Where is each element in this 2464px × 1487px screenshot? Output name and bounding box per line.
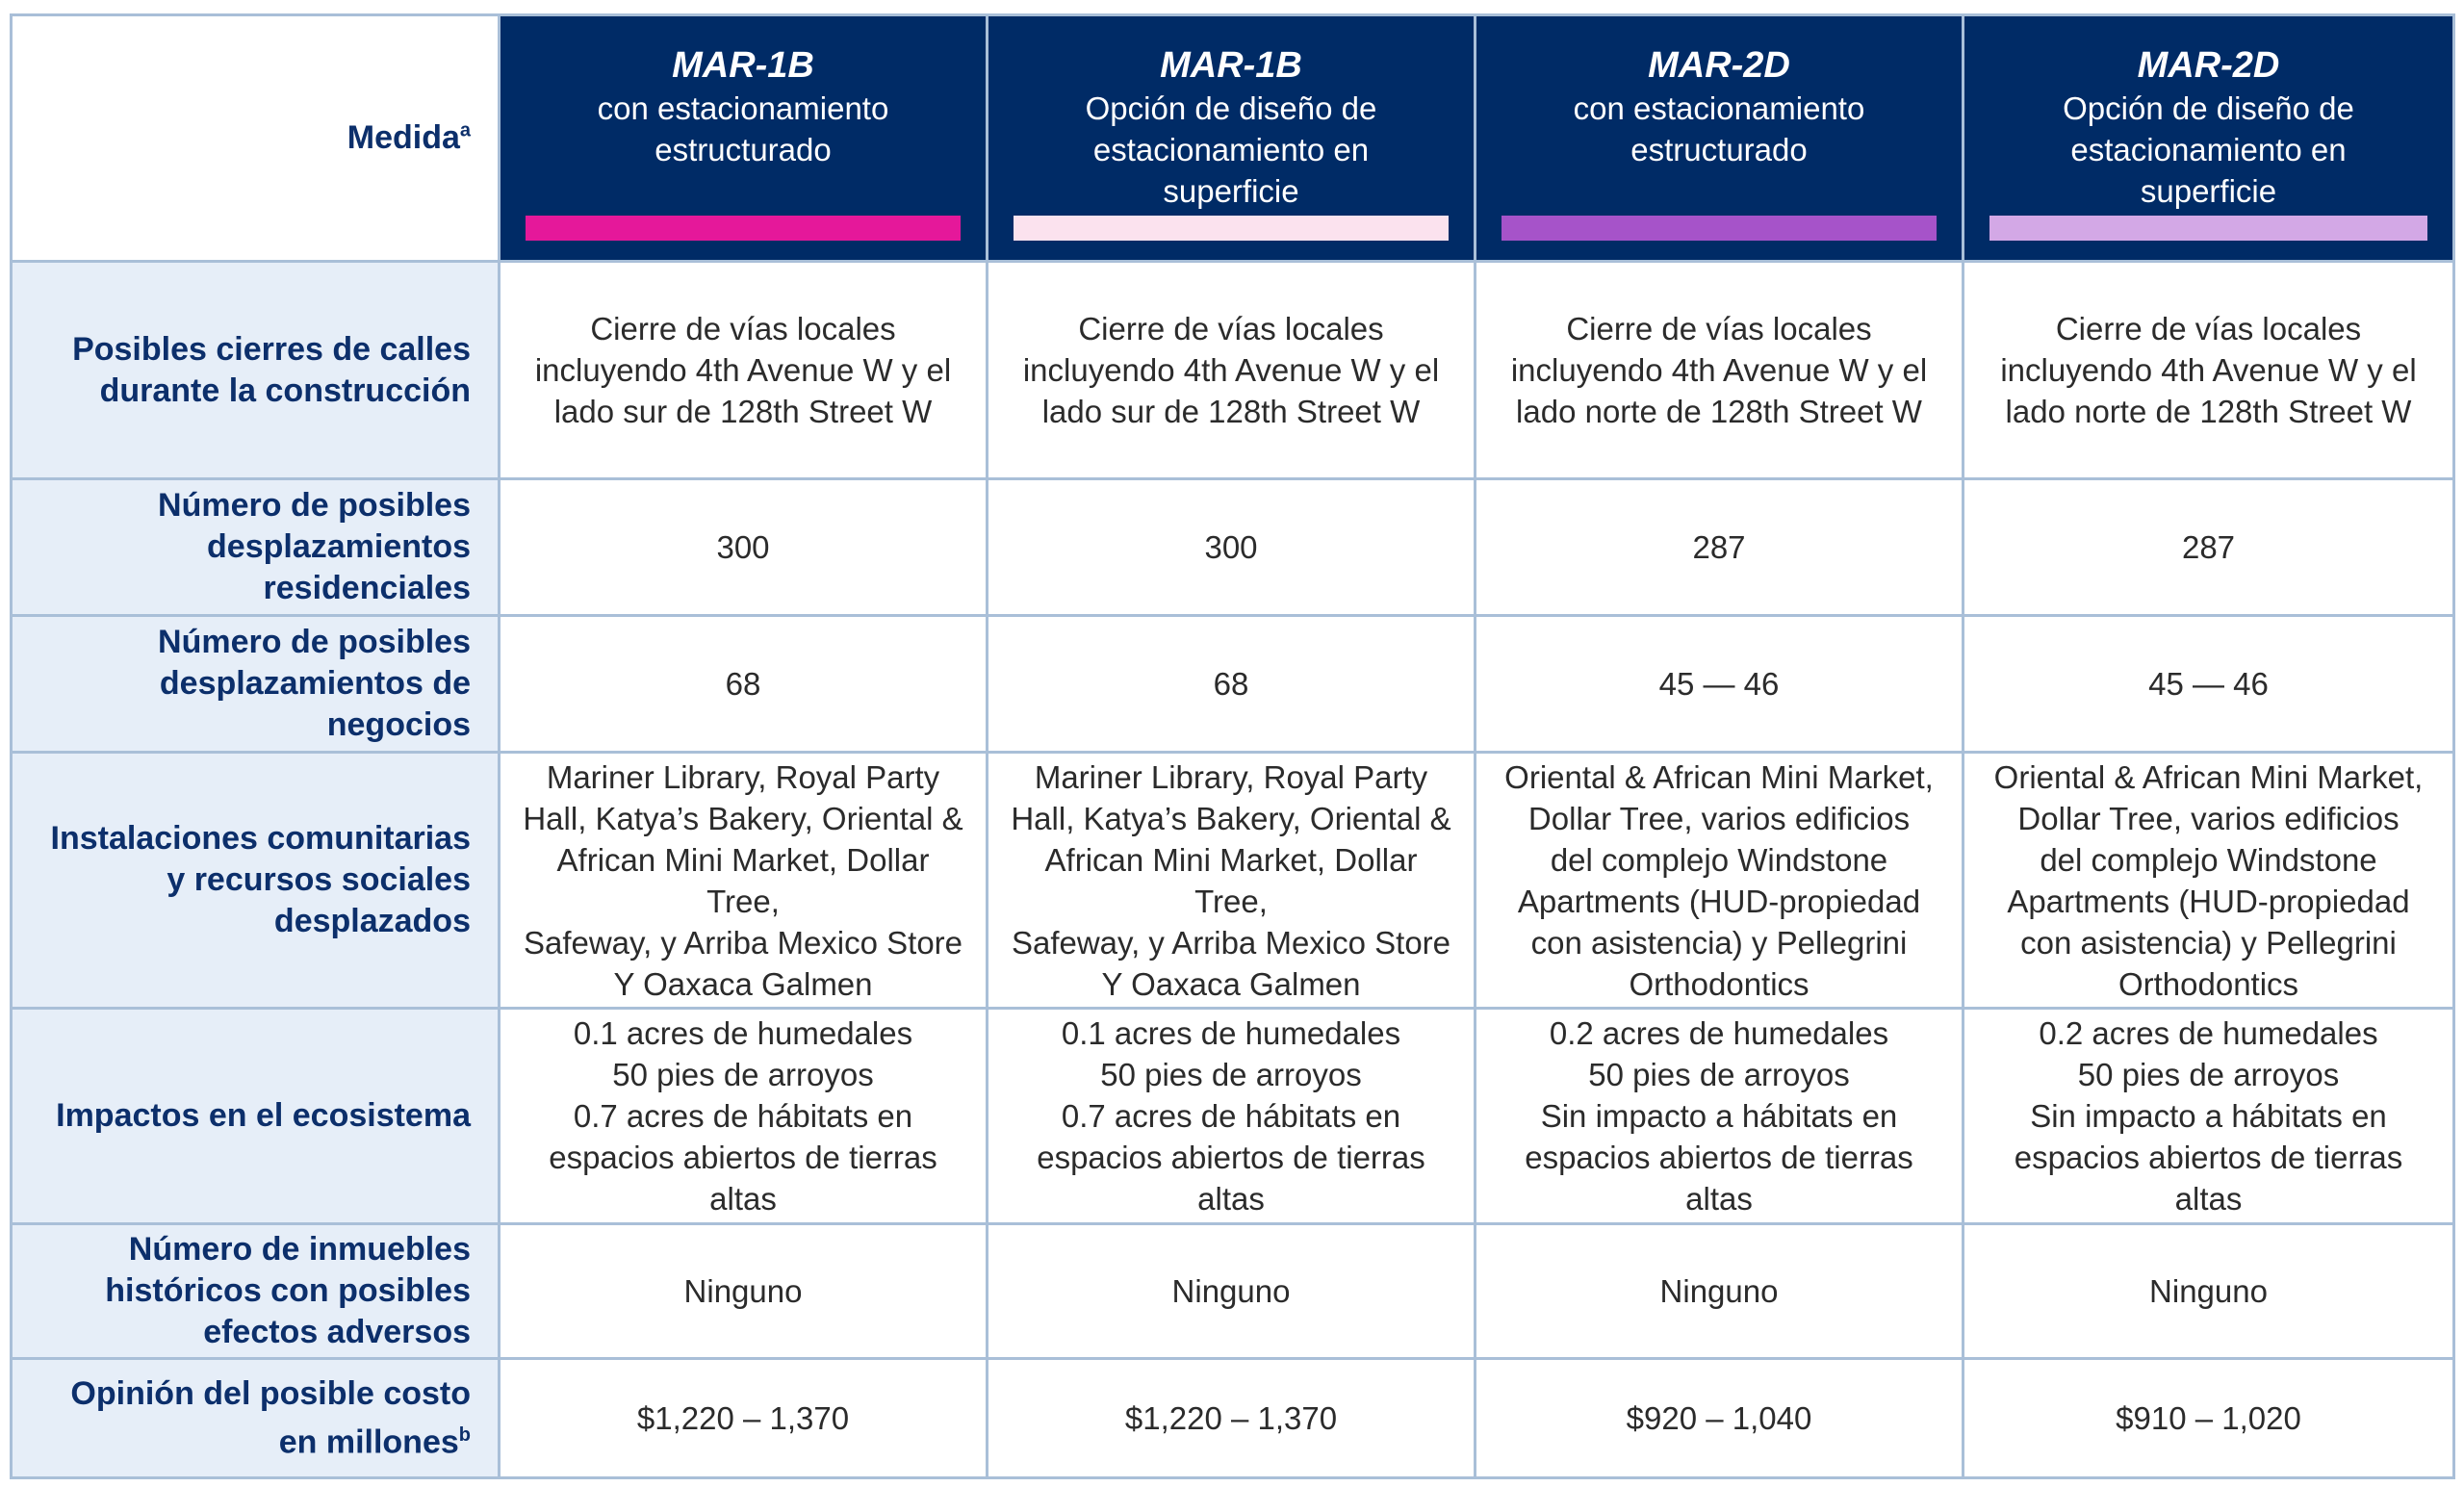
row-label bbox=[12, 1359, 500, 1478]
table-cell: Cierre de vías locales incluyendo 4th Avenue W y el lado norte de 128th Street W bbox=[1476, 262, 1964, 479]
table-cell: Ninguno bbox=[988, 1224, 1476, 1359]
table-cell: 0.1 acres de humedales 50 pies de arroyos 0.7 acres de hábitats en espacios abiertos de tierras altas bbox=[500, 1009, 988, 1224]
table-cell: 45 — 46 bbox=[1476, 616, 1964, 753]
table-cell: Ninguno bbox=[1476, 1224, 1964, 1359]
table-cell: Cierre de vías locales incluyendo 4th Avenue W y el lado sur de 128th Street W bbox=[988, 262, 1476, 479]
table-row-street-closures bbox=[12, 262, 2454, 479]
table-cell: Mariner Library, Royal Party Hall, Katya’s Bakery, Oriental & African Mini Market, Dollar Tree, Safeway, y Arriba Mexico Store Y Oaxaca Galmen bbox=[988, 753, 1476, 1009]
table-cell: Oriental & African Mini Market, Dollar Tree, varios edificios del complejo Windstone Apartments (HUD-propiedad con asistencia) y Pellegrini Orthodontics bbox=[1476, 753, 1964, 1009]
comparison-table bbox=[10, 13, 2455, 1479]
alternative-header-mar-1b-structured bbox=[500, 15, 988, 262]
alternative-color-swatch bbox=[1989, 216, 2427, 241]
alternative-name: MAR-2D bbox=[1648, 45, 1790, 86]
table-cell: 300 bbox=[500, 479, 988, 616]
cost-footnote-marker: b bbox=[458, 1423, 471, 1446]
alternative-description: con estacionamiento estructurado bbox=[1573, 90, 1865, 167]
row-label-text: Opinión del posible costo en millones bbox=[70, 1374, 471, 1461]
alternative-header-mar-2d-structured bbox=[1476, 15, 1964, 262]
row-label-text: Número de inmuebles históricos con posibles efectos adversos bbox=[105, 1231, 471, 1350]
alternative-color-swatch bbox=[1502, 216, 1937, 241]
row-label bbox=[12, 616, 500, 753]
row-label-text: Instalaciones comunitarias y recursos sociales desplazados bbox=[50, 820, 471, 939]
alternative-header-mar-2d-surface bbox=[1964, 15, 2454, 262]
measure-footnote-marker: a bbox=[459, 119, 471, 141]
row-label-text: Número de posibles desplazamientos de negocios bbox=[158, 624, 471, 743]
table-cell: 300 bbox=[988, 479, 1476, 616]
table-row-community-facilities bbox=[12, 753, 2454, 1009]
alternative-header-mar-1b-surface bbox=[988, 15, 1476, 262]
table-row-business-displacements bbox=[12, 616, 2454, 753]
table-cell: 0.2 acres de humedales 50 pies de arroyos Sin impacto a hábitats en espacios abiertos de tierras altas bbox=[1964, 1009, 2454, 1224]
table-cell: 45 — 46 bbox=[1964, 616, 2454, 753]
alternative-description: con estacionamiento estructurado bbox=[597, 90, 889, 167]
table-cell: 68 bbox=[500, 616, 988, 753]
table-cell: Ninguno bbox=[500, 1224, 988, 1359]
table-cell: 0.2 acres de humedales 50 pies de arroyos Sin impacto a hábitats en espacios abiertos de tierras altas bbox=[1476, 1009, 1964, 1224]
row-label-text: Impactos en el ecosistema bbox=[56, 1097, 471, 1134]
table-row-historic-properties bbox=[12, 1224, 2454, 1359]
table-cell: $910 – 1,020 bbox=[1964, 1359, 2454, 1478]
table-cell: 68 bbox=[988, 616, 1476, 753]
row-label bbox=[12, 262, 500, 479]
row-label bbox=[12, 1224, 500, 1359]
measure-label: Medida bbox=[346, 119, 460, 156]
alternative-description: Opción de diseño de estacionamiento en superficie bbox=[2063, 90, 2354, 209]
measure-header bbox=[12, 15, 500, 262]
row-label bbox=[12, 479, 500, 616]
row-label-text: Posibles cierres de calles durante la construcción bbox=[72, 330, 471, 409]
table-cell: $1,220 – 1,370 bbox=[500, 1359, 988, 1478]
row-label-text: Número de posibles desplazamientos residenciales bbox=[158, 487, 471, 606]
row-label bbox=[12, 1009, 500, 1224]
alternative-name: MAR-1B bbox=[1160, 45, 1302, 86]
table-cell: $1,220 – 1,370 bbox=[988, 1359, 1476, 1478]
table-cell: 287 bbox=[1964, 479, 2454, 616]
row-label bbox=[12, 753, 500, 1009]
table-row-ecosystem-impacts bbox=[12, 1009, 2454, 1224]
table-cell: Ninguno bbox=[1964, 1224, 2454, 1359]
table-cell: Oriental & African Mini Market, Dollar Tree, varios edificios del complejo Windstone Apartments (HUD-propiedad con asistencia) y Pellegrini Orthodontics bbox=[1964, 753, 2454, 1009]
table-cell: Cierre de vías locales incluyendo 4th Avenue W y el lado sur de 128th Street W bbox=[500, 262, 988, 479]
alternative-description: Opción de diseño de estacionamiento en superficie bbox=[1085, 90, 1377, 209]
alternative-color-swatch bbox=[526, 216, 961, 241]
alternative-name: MAR-1B bbox=[672, 45, 814, 86]
table-row-residential-displacements bbox=[12, 479, 2454, 616]
table-cell: Cierre de vías locales incluyendo 4th Avenue W y el lado norte de 128th Street W bbox=[1964, 262, 2454, 479]
table-cell: Mariner Library, Royal Party Hall, Katya’s Bakery, Oriental & African Mini Market, Dollar Tree, Safeway, y Arriba Mexico Store Y Oaxaca Galmen bbox=[500, 753, 988, 1009]
table-cell: 0.1 acres de humedales 50 pies de arroyos 0.7 acres de hábitats en espacios abiertos de tierras altas bbox=[988, 1009, 1476, 1224]
table-cell: $920 – 1,040 bbox=[1476, 1359, 1964, 1478]
table-cell: 287 bbox=[1476, 479, 1964, 616]
alternative-name: MAR-2D bbox=[2137, 45, 2280, 86]
alternative-color-swatch bbox=[1014, 216, 1449, 241]
header-row bbox=[12, 15, 2454, 262]
table-row-cost-estimate bbox=[12, 1359, 2454, 1478]
